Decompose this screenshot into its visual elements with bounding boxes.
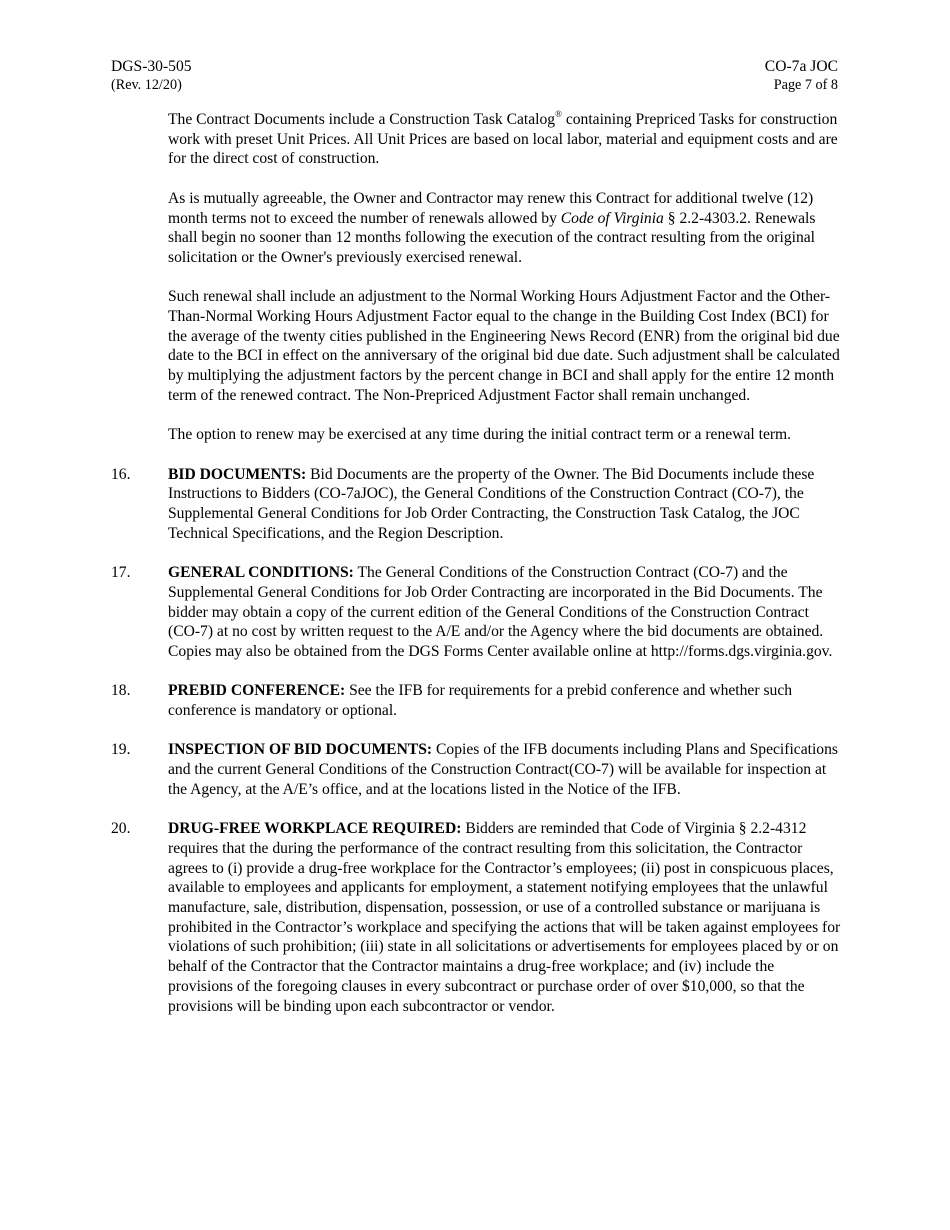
section-title: DRUG-FREE WORKPLACE REQUIRED: <box>168 820 462 838</box>
revision-date: (Rev. 12/20) <box>111 77 182 93</box>
section-body <box>168 819 841 1016</box>
section-body <box>168 740 841 799</box>
section-body <box>168 465 841 544</box>
registered-mark: ® <box>555 109 562 119</box>
section-number: 20. <box>111 820 131 838</box>
document-code: CO-7a JOC <box>764 58 838 75</box>
page-number: Page 7 of 8 <box>773 77 838 93</box>
section-number: 17. <box>111 564 131 582</box>
section-18-prebid-conference <box>111 681 841 720</box>
paragraph-renewal-adjustment: Such renewal shall include an adjustment to the Normal Working Hours Adjustment Factor and the Other-Than-Normal Working Hours Adjustment Factor equal to the change in the Building Cost Index (BCI) for the average of the twenty cities published in the Engineering News Record (ENR) from the original bid due date to the BCI in effect on the anniversary of the original bid due date. Such adjustment shall be calculated by multiplying the adjustment factors by the percent change in BCI and shall apply for the entire 12 month term of the renewed contract. The Non-Prepriced Adjustment Factor shall remain unchanged. <box>168 288 840 404</box>
section-text: Bid Documents are the property of the Owner. The Bid Documents include these Instructions to Bidders (CO-7aJOC), the General Conditions of the Construction Contract (CO-7), the Supplemental General Conditions for Job Order Contracting, the Construction Task Catalog, the JOC Technical Specifications, and the Region Description. <box>168 465 815 542</box>
section-text: Bidders are reminded that Code of Virginia § 2.2-4312 requires that the during the performance of the contract resulting from this solicitation, the Contractor agrees to (i) provide a drug-free workplace for the Contractor’s employees; (ii) post in conspicuous places, available to employees and applicants for employment, a statement notifying employees that the unlawful manufacture, sale, distribution, dispensation, possession, or use of a controlled substance or marijuana is prohibited in the Contractor’s workplace and specifying the actions that will be taken against employees for violations of such prohibition; (iii) state in all solicitations or advertisements for employees placed by or on behalf of the Contractor that the Contractor maintains a drug-free workplace; and (iv) include the provisions of the foregoing clauses in every subcontract or purchase order of over $10,000, so that the provisions will be binding upon each subcontractor or vendor. <box>168 820 841 1015</box>
page-header-left <box>111 57 192 95</box>
section-text: See the IFB for requirements for a prebid conference and whether such conference is mandatory or optional. <box>168 682 793 719</box>
section-number: 19. <box>111 741 131 759</box>
paragraph-task-catalog <box>168 110 841 169</box>
document-body <box>111 110 841 1036</box>
paragraph-renewal-terms <box>168 189 841 268</box>
paragraph-renewal-option: The option to renew may be exercised at any time during the initial contract term or a renewal term. <box>168 426 792 444</box>
section-body <box>168 681 841 720</box>
section-title: BID DOCUMENTS: <box>168 465 307 483</box>
section-16-bid-documents <box>111 465 841 544</box>
section-body <box>168 563 841 662</box>
section-title: INSPECTION OF BID DOCUMENTS: <box>168 741 433 759</box>
code-citation: Code of Virginia <box>560 209 664 227</box>
section-title: PREBID CONFERENCE: <box>168 682 346 700</box>
section-number: 18. <box>111 682 131 700</box>
paragraph-text: containing Prepriced Tasks for construction work with preset Unit Prices. All Unit Prices are based on local labor, material and equipment costs and are for the direct cost of construction. <box>168 111 838 168</box>
section-text: Copies of the IFB documents including Plans and Specifications and the current General Conditions of the Construction Contract(CO-7) will be available for inspection at the Agency, at the A/E’s office, and at the locations listed in the Notice of the IFB. <box>168 741 838 798</box>
section-20-drug-free-workplace <box>111 819 841 1016</box>
paragraph-text: As is mutually agreeable, the Owner and Contractor may renew this Contract for additional twelve (12) month terms not to exceed the number of renewals allowed by <box>168 189 814 227</box>
page-header-right <box>765 57 838 95</box>
paragraph-text: § 2.2-4303.2. Renewals shall begin no sooner than 12 months following the execution of the contract resulting from the original solicitation or the Owner's previously exercised renewal. <box>168 209 816 266</box>
form-number: DGS-30-505 <box>111 58 192 75</box>
section-title: GENERAL CONDITIONS: <box>168 564 354 582</box>
paragraph-text: The Contract Documents include a Construction Task Catalog <box>168 111 556 128</box>
section-number: 16. <box>111 465 131 483</box>
section-19-inspection-of-bid-documents <box>111 740 841 799</box>
section-17-general-conditions <box>111 563 841 662</box>
section-text: The General Conditions of the Construction Contract (CO-7) and the Supplemental General Conditions for Job Order Contracting are incorporated in the Bid Documents. The bidder may obtain a copy of the current edition of the General Conditions of the Construction Contract (CO-7) at no cost by written request to the A/E and/or the Agency where the bid documents are obtained. Copies may also be obtained from the DGS Forms Center available online at http://forms.dgs.virginia.gov. <box>168 564 833 660</box>
